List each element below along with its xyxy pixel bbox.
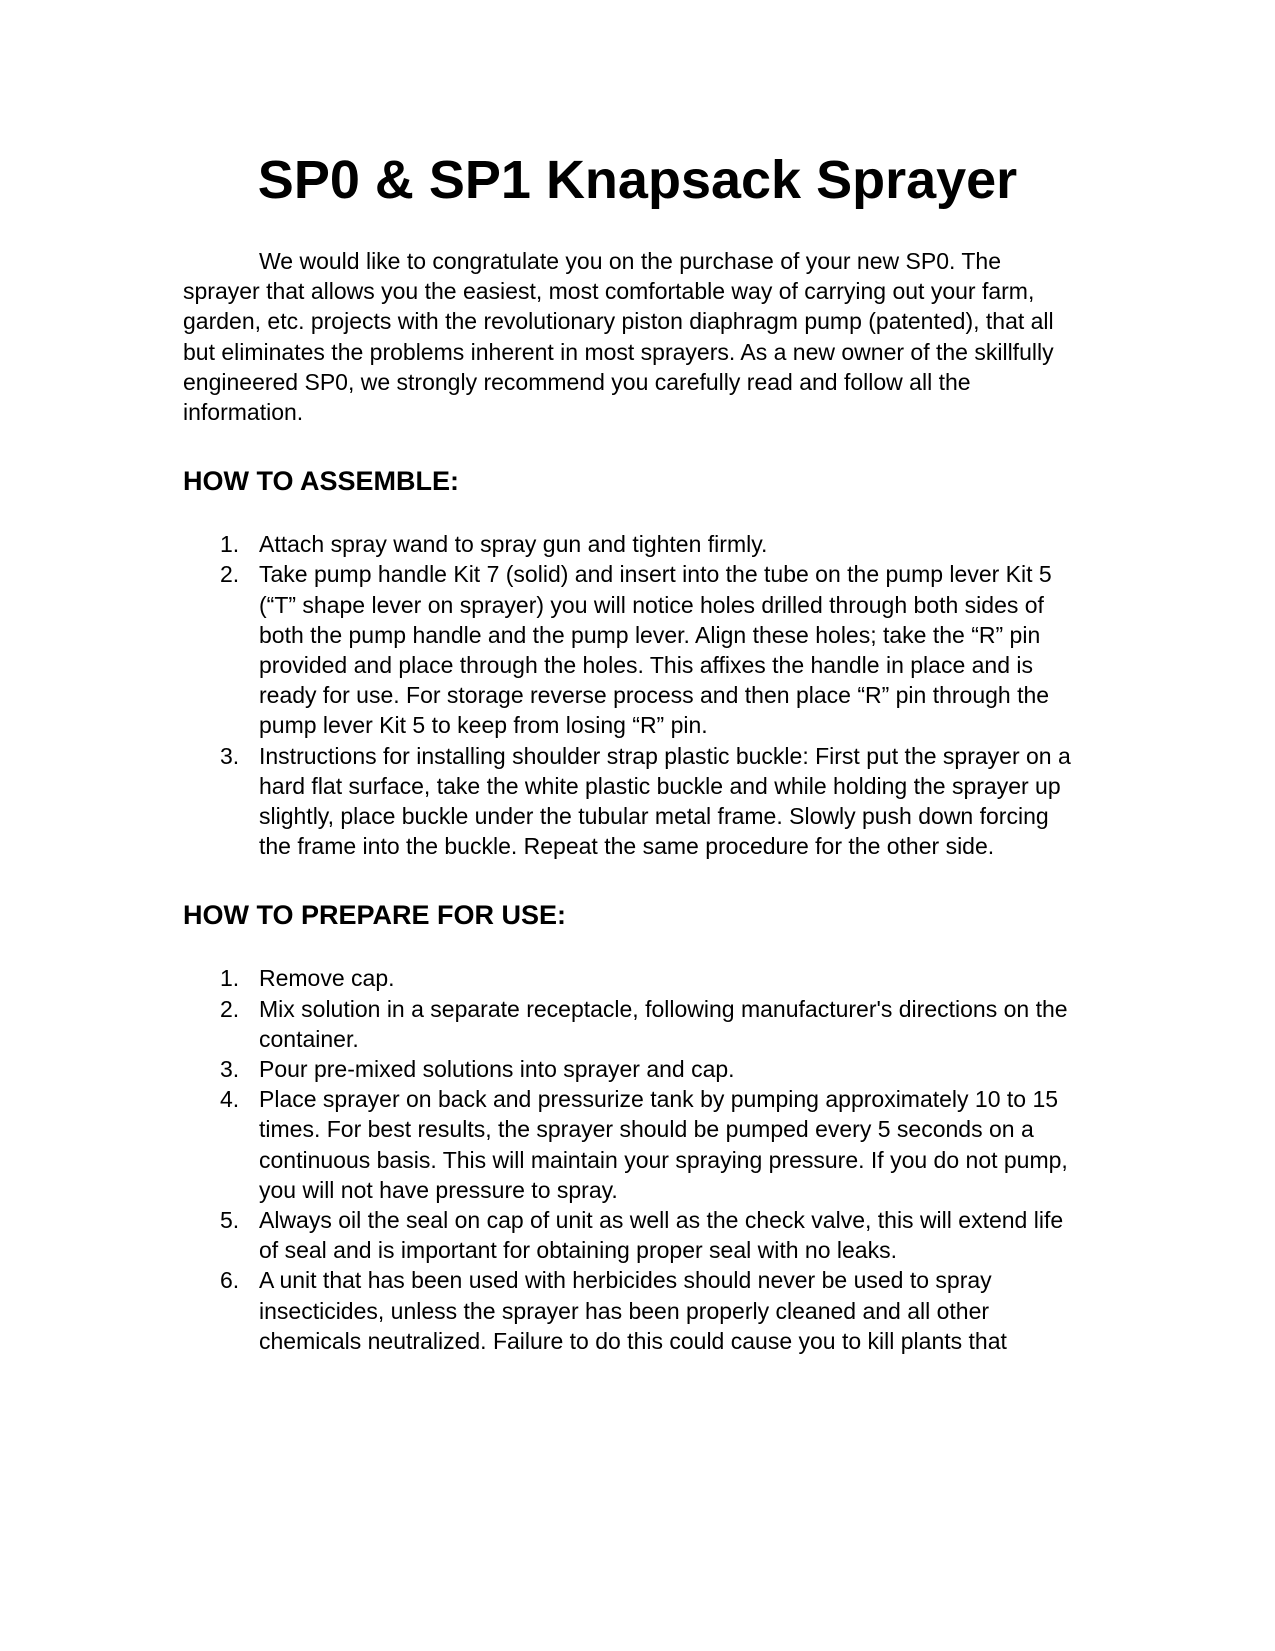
list-item	[183, 1084, 1078, 1205]
list-item	[183, 1265, 1078, 1356]
list-item-text: Mix solution in a separate receptacle, following manufacturer's directions on the container.	[259, 995, 1068, 1052]
list-item-text: Place sprayer on back and pressurize tank by pumping approximately 10 to 15 times. For best results, the sprayer should be pumped every 5 seconds on a continuous basis. This will maintain your spraying pressure. If you do not pump, you will not have pressure to spray.	[259, 1086, 1068, 1203]
list-item-number: 2.	[220, 995, 240, 1022]
document-body	[183, 246, 1078, 1356]
section-heading-prepare: HOW TO PREPARE FOR USE:	[183, 900, 567, 931]
list-item-text: Take pump handle Kit 7 (solid) and insert into the tube on the pump lever Kit 5 (“T” shape lever on sprayer) you will notice holes drilled through both sides of both the pump handle and the pump lever. Align these holes; take the “R” pin provided and place through the holes. This affixes the handle in place and is ready for use. For storage reverse process and then place “R” pin through the pump lever Kit 5 to keep from losing “R” pin.	[259, 561, 1052, 739]
intro-paragraph: We would like to congratulate you on the purchase of your new SP0. The sprayer that allows you the easiest, most comfortable way of carrying out your farm, garden, etc. projects with the revolutionary piston diaphragm pump (patented), that all but eliminates the problems inherent in most sprayers. As a new owner of the skillfully engineered SP0, we strongly recommend you carefully read and follow all the information.	[183, 248, 1054, 426]
list-item	[183, 1054, 1078, 1084]
list-item	[183, 741, 1078, 862]
prepare-steps-list	[183, 963, 1078, 1356]
list-item-text: Remove cap.	[259, 965, 395, 992]
list-item-number: 4.	[220, 1086, 240, 1113]
list-item-number: 2.	[220, 561, 240, 588]
list-item-number: 6.	[220, 1267, 240, 1294]
list-item-text: Attach spray wand to spray gun and tighten firmly.	[259, 531, 768, 558]
list-item-number: 5.	[220, 1207, 240, 1234]
list-item-number: 1.	[220, 531, 240, 558]
list-item-text: Pour pre-mixed solutions into sprayer and cap.	[259, 1056, 735, 1083]
list-item	[183, 963, 1078, 993]
list-item	[183, 994, 1078, 1054]
list-item	[183, 1205, 1078, 1265]
list-item	[183, 529, 1078, 559]
list-item-number: 3.	[220, 742, 240, 769]
list-item-number: 3.	[220, 1056, 240, 1083]
list-item-text: A unit that has been used with herbicides should never be used to spray insecticides, unless the sprayer has been properly cleaned and all other chemicals neutralized. Failure to do this could cause you to kill plants that	[259, 1267, 1007, 1354]
page-title: SP0 & SP1 Knapsack Sprayer	[257, 150, 1018, 210]
list-item-text: Always oil the seal on cap of unit as well as the check valve, this will extend life of seal and is important for obtaining proper seal with no leaks.	[259, 1207, 1064, 1264]
assemble-steps-list	[183, 529, 1078, 861]
list-item-number: 1.	[220, 965, 240, 992]
list-item	[183, 559, 1078, 740]
list-item-text: Instructions for installing shoulder strap plastic buckle: First put the sprayer on a hard flat surface, take the white plastic buckle and while holding the sprayer up slightly, place buckle under the tubular metal frame. Slowly push down forcing the frame into the buckle. Repeat the same procedure for the other side.	[259, 742, 1071, 860]
section-heading-assemble: HOW TO ASSEMBLE:	[183, 466, 459, 497]
